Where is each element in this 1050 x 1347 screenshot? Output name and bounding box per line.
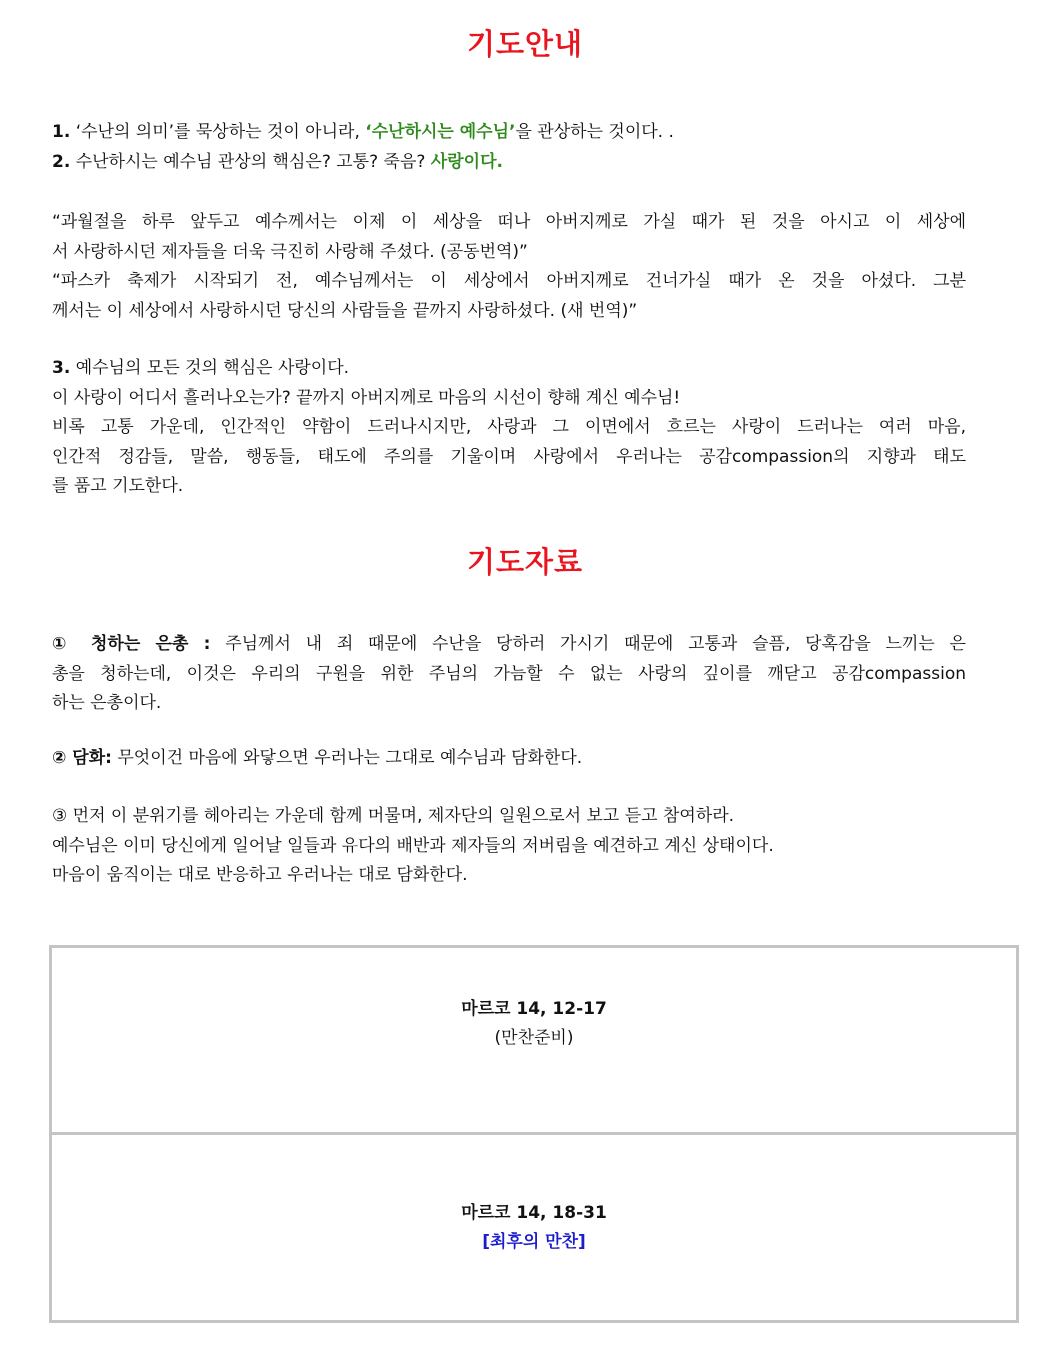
guide-point-3	[52, 354, 966, 502]
point-3-line-5: 를 품고 기도한다.	[52, 476, 184, 496]
guide-point-1-2	[52, 118, 966, 177]
material-item-1-line-3: 하는 은총이다.	[52, 693, 162, 713]
material-item-1-line-1: ① 청하는 은총 : 주님께서 내 죄 때문에 수난을 당하러 가시기 때문에 고통과 슬픔, 당혹감을 느끼는 은	[52, 634, 966, 654]
passage-1-ref: 마르코 14, 12-17	[461, 999, 607, 1019]
guide-title: 기도안내	[466, 27, 584, 61]
material-title: 기도자료	[466, 545, 584, 579]
material-item-3-line-1: ③ 먼저 이 분위기를 헤아리는 가운데 함께 머물며, 제자단의 일원으로서 보고 듣고 참여하라.	[52, 806, 735, 826]
material-item-3	[52, 802, 966, 891]
quote-1-line-1: “과월절을 하루 앞두고 예수께서는 이제 이 세상을 떠나 아버지께로 가실 때가 된 것을 아시고 이 세상에	[52, 212, 966, 232]
scripture-quotes	[52, 208, 966, 326]
material-item-2-label: ② 담화:	[52, 748, 112, 768]
point-2: 2. 수난하시는 예수님 관상의 핵심은? 고통? 죽음? 사랑이다.	[52, 151, 503, 172]
point-1-highlight: ‘수난하시는 예수님’	[365, 122, 516, 142]
point-3-line-1: 3. 예수님의 모든 것의 핵심은 사랑이다.	[52, 358, 350, 378]
material-item-3-line-2: 예수님은 이미 당신에게 일어날 일들과 유다의 배반과 제자들의 저버림을 예견하고 계신 상태이다.	[52, 835, 774, 856]
quote-2-line-2: 께서는 이 세상에서 사랑하시던 당신의 사람들을 끝까지 사랑하셨다. (새 번역)”	[52, 300, 638, 321]
passage-1-subtitle: (만찬준비)	[494, 1028, 574, 1048]
point-3-line-2: 이 사랑이 어디서 흘러나오는가? 끝까지 아버지께로 마음의 시선이 향해 계신 예수님!	[52, 387, 681, 408]
quote-2-line-1: “파스카 축제가 시작되기 전, 예수님께서는 이 세상에서 아버지께로 건너가실 때가 온 것을 아셨다. 그분	[52, 271, 966, 291]
point-3-line-4: 인간적 정감들, 말씀, 행동들, 태도에 주의를 기울이며 사랑에서 우러나는 공감compassion의 지향과 태도	[52, 446, 966, 467]
material-item-1-label: ① 청하는 은총 :	[52, 634, 211, 654]
material-item-3-line-3: 마음이 움직이는 대로 반응하고 우러나는 대로 담화한다.	[52, 865, 468, 885]
passage-box-1	[49, 945, 1019, 1136]
material-item-2: ② 담화: 무엇이건 마음에 와닿으면 우러나는 그대로 예수님과 담화한다.	[52, 748, 583, 768]
quote-1-line-2: 서 사랑하시던 제자들을 더욱 극진히 사랑해 주셨다. (공동번역)”	[52, 241, 528, 262]
point-2-highlight: 사랑이다.	[430, 151, 503, 172]
passage-2-subtitle: [최후의 만찬]	[482, 1232, 586, 1252]
point-1: 1. ‘수난의 의미’를 묵상하는 것이 아니라, ‘수난하시는 예수님’을 관상하는 것이다. .	[52, 122, 674, 142]
passage-2-ref: 마르코 14, 18-31	[461, 1203, 607, 1223]
material-item-1	[52, 630, 966, 719]
point-3-line-3: 비록 고통 가운데, 인간적인 약함이 드러나시지만, 사랑과 그 이면에서 흐르는 사랑이 드러나는 여러 마음,	[52, 417, 966, 437]
passage-box-2	[49, 1132, 1019, 1323]
material-item-1-line-2: 총을 청하는데, 이것은 우리의 구원을 위한 주님의 가늠할 수 없는 사랑의 깊이를 깨닫고 공감compassion	[52, 663, 966, 684]
